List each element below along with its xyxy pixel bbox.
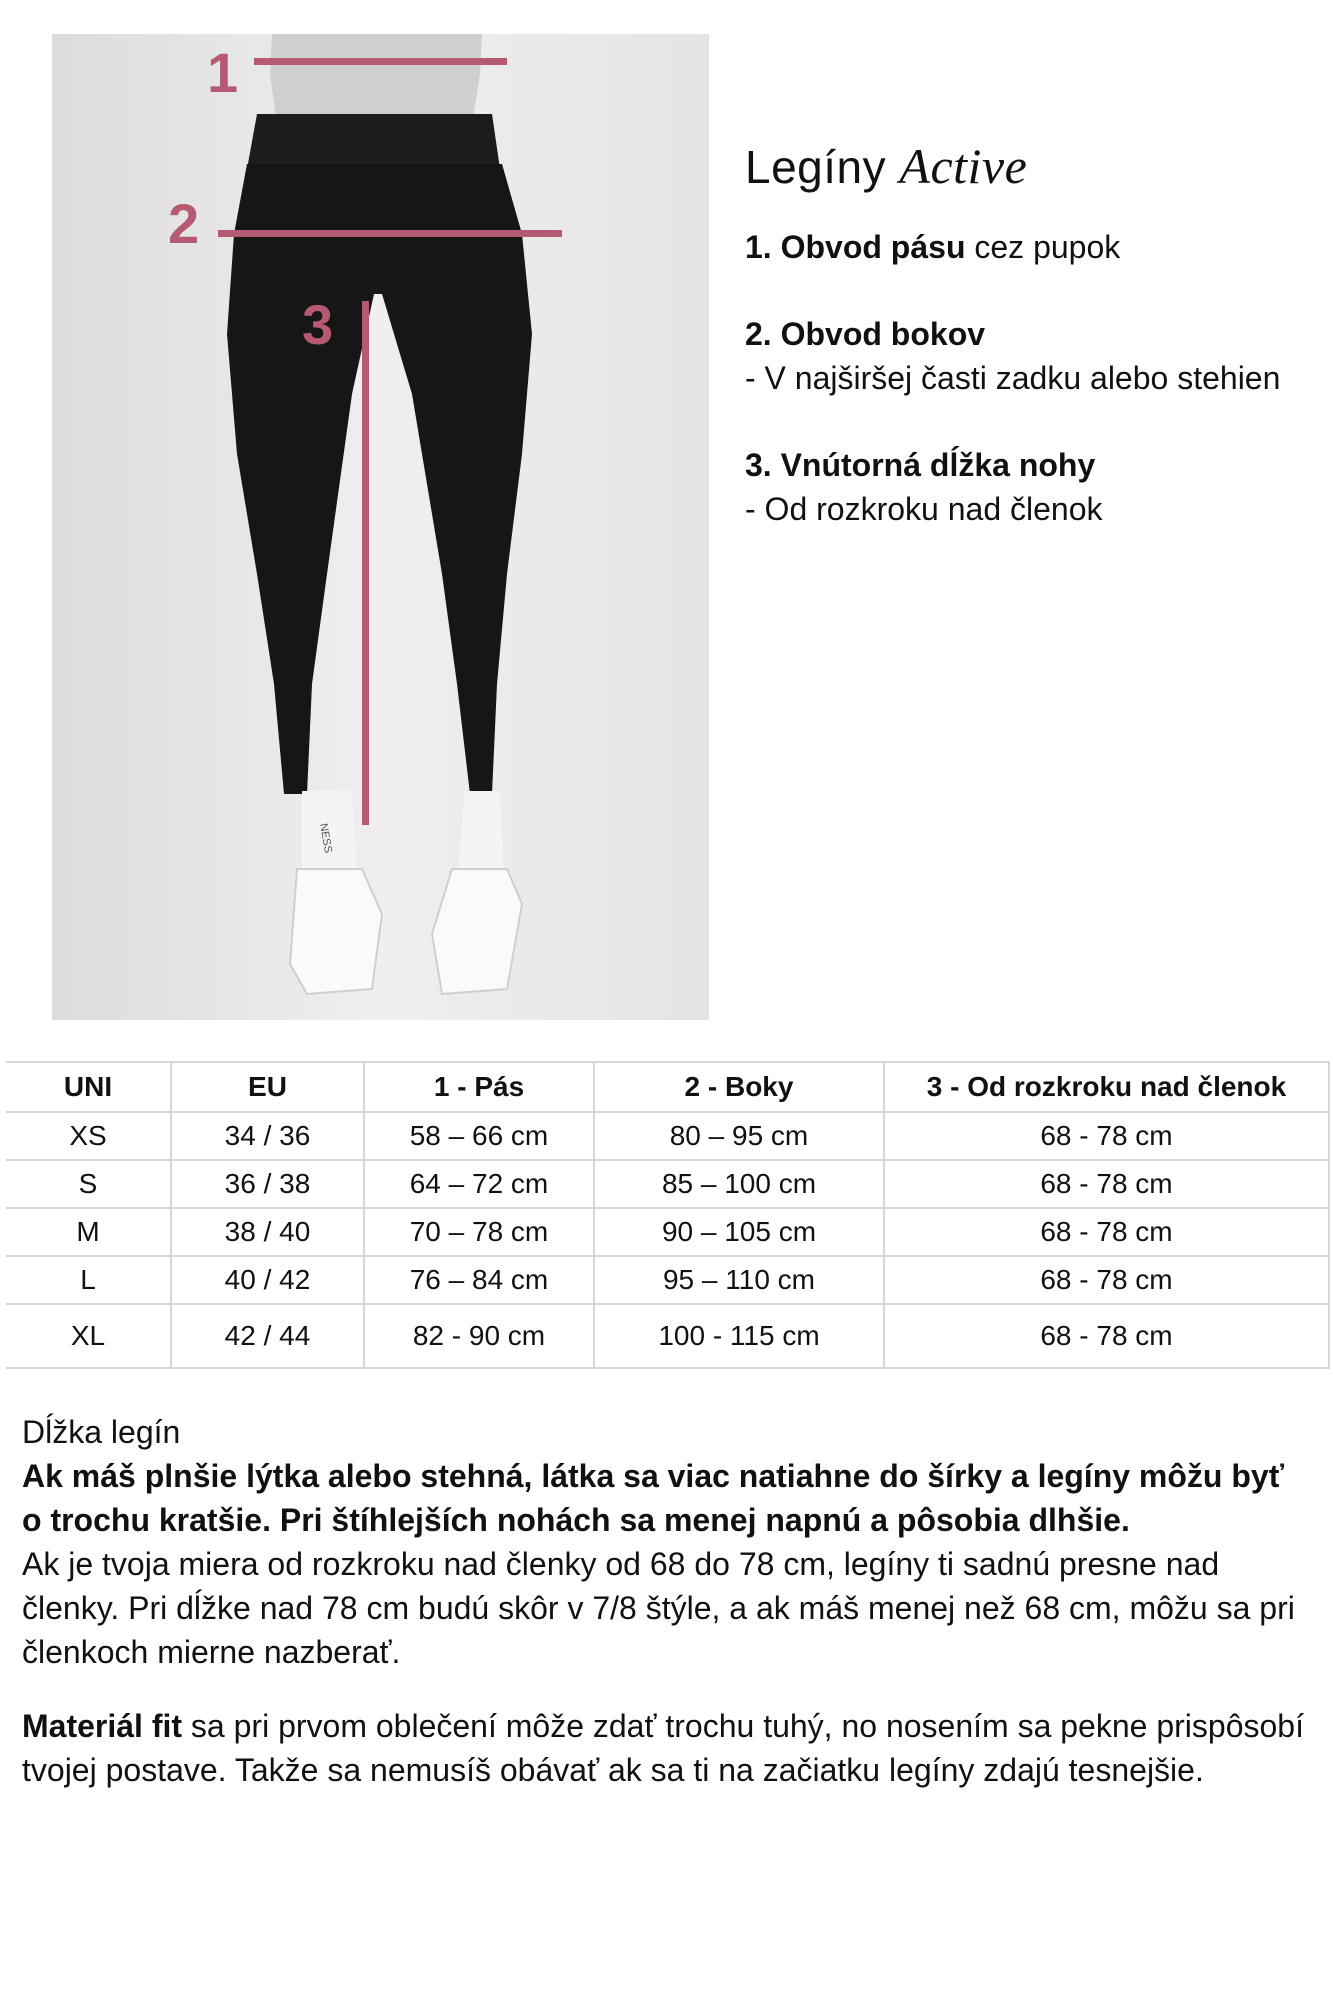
cell-uni: XL: [6, 1304, 171, 1368]
fit-notes: [22, 1410, 1312, 1792]
table-row: [6, 1304, 1329, 1368]
product-title: [745, 138, 1305, 195]
measure-item-inseam-desc: - Od rozkroku nad členok: [745, 491, 1103, 527]
cell-eu: 36 / 38: [171, 1160, 364, 1208]
title-italic: Active: [899, 138, 1028, 194]
measure-item-inseam: [745, 443, 1305, 531]
cell-uni: S: [6, 1160, 171, 1208]
header-inseam: 3 - Od rozkroku nad členok: [884, 1062, 1329, 1112]
measure-item-hips-desc: - V najširšej časti zadku alebo stehien: [745, 360, 1281, 396]
length-heading: Dĺžka legín: [22, 1414, 181, 1450]
measure-item-inseam-title: 3. Vnútorná dĺžka nohy: [745, 447, 1096, 483]
cell-eu: 42 / 44: [171, 1304, 364, 1368]
marker-3-line: [362, 301, 369, 825]
cell-waist: 70 – 78 cm: [364, 1208, 594, 1256]
measurement-info: [745, 138, 1305, 574]
right-shoe-shape: [432, 869, 522, 994]
length-bold-text: Ak máš plnšie lýtka alebo stehná, látka sa viac natiahne do šírky a legíny môžu byť o trochu kratšie. Pri štíhlejších nohách sa menej napnú a pôsobia dlhšie.: [22, 1458, 1285, 1538]
measure-item-waist: [745, 225, 1305, 269]
material-bold-text: Materiál fit: [22, 1708, 183, 1744]
cell-waist: 76 – 84 cm: [364, 1256, 594, 1304]
marker-2-line: [218, 230, 562, 237]
cell-hips: 80 – 95 cm: [594, 1112, 884, 1160]
marker-2-label: 2: [168, 192, 200, 255]
table-header-row: [6, 1062, 1329, 1112]
cell-hips: 85 – 100 cm: [594, 1160, 884, 1208]
sock-print: NESS: [317, 822, 335, 855]
header-hips: 2 - Boky: [594, 1062, 884, 1112]
material-paragraph: [22, 1704, 1312, 1792]
cell-inseam: 68 - 78 cm: [884, 1208, 1329, 1256]
marker-1-line: [254, 58, 507, 65]
measure-item-hips: [745, 312, 1305, 400]
table-row: [6, 1256, 1329, 1304]
leggings-illustration: [52, 34, 709, 1020]
length-text: Ak je tvoja miera od rozkroku nad členky od 68 do 78 cm, legíny ti sadnú presne nad členky. Pri dĺžke nad 78 cm budú skôr v 7/8 štýle, a ak máš menej než 68 cm, môžu sa pri členkoch mierne nazberať.: [22, 1546, 1295, 1670]
cell-uni: XS: [6, 1112, 171, 1160]
size-table: [6, 1061, 1330, 1369]
cell-waist: 82 - 90 cm: [364, 1304, 594, 1368]
title-main: Legíny: [745, 141, 887, 193]
cell-inseam: 68 - 78 cm: [884, 1256, 1329, 1304]
header-eu: EU: [171, 1062, 364, 1112]
left-shoe-shape: [290, 869, 382, 994]
table-row: [6, 1112, 1329, 1160]
cell-inseam: 68 - 78 cm: [884, 1112, 1329, 1160]
material-text: sa pri prvom oblečení môže zdať trochu tuhý, no nosením sa pekne prispôsobí tvojej postave. Takže sa nemusíš obávať ak sa ti na začiatku legíny zdajú tesnejšie.: [22, 1708, 1304, 1788]
cell-inseam: 68 - 78 cm: [884, 1160, 1329, 1208]
marker-1-label: 1: [207, 41, 239, 104]
cell-eu: 38 / 40: [171, 1208, 364, 1256]
cell-waist: 64 – 72 cm: [364, 1160, 594, 1208]
table-row: [6, 1208, 1329, 1256]
table-row: [6, 1160, 1329, 1208]
model-photo: [52, 34, 709, 1020]
header-waist: 1 - Pás: [364, 1062, 594, 1112]
header-uni: UNI: [6, 1062, 171, 1112]
marker-3-label: 3: [302, 293, 334, 356]
cell-waist: 58 – 66 cm: [364, 1112, 594, 1160]
cell-hips: 95 – 110 cm: [594, 1256, 884, 1304]
cell-eu: 34 / 36: [171, 1112, 364, 1160]
measure-item-waist-title: 1. Obvod pásu: [745, 229, 966, 265]
measure-item-waist-rest: cez pupok: [965, 229, 1121, 265]
cell-hips: 100 - 115 cm: [594, 1304, 884, 1368]
waistband-shape: [247, 114, 500, 169]
cell-inseam: 68 - 78 cm: [884, 1304, 1329, 1368]
cell-uni: L: [6, 1256, 171, 1304]
measure-item-hips-title: 2. Obvod bokov: [745, 316, 986, 352]
cell-eu: 40 / 42: [171, 1256, 364, 1304]
cell-hips: 90 – 105 cm: [594, 1208, 884, 1256]
cell-uni: M: [6, 1208, 171, 1256]
right-sock-shape: [457, 791, 504, 879]
